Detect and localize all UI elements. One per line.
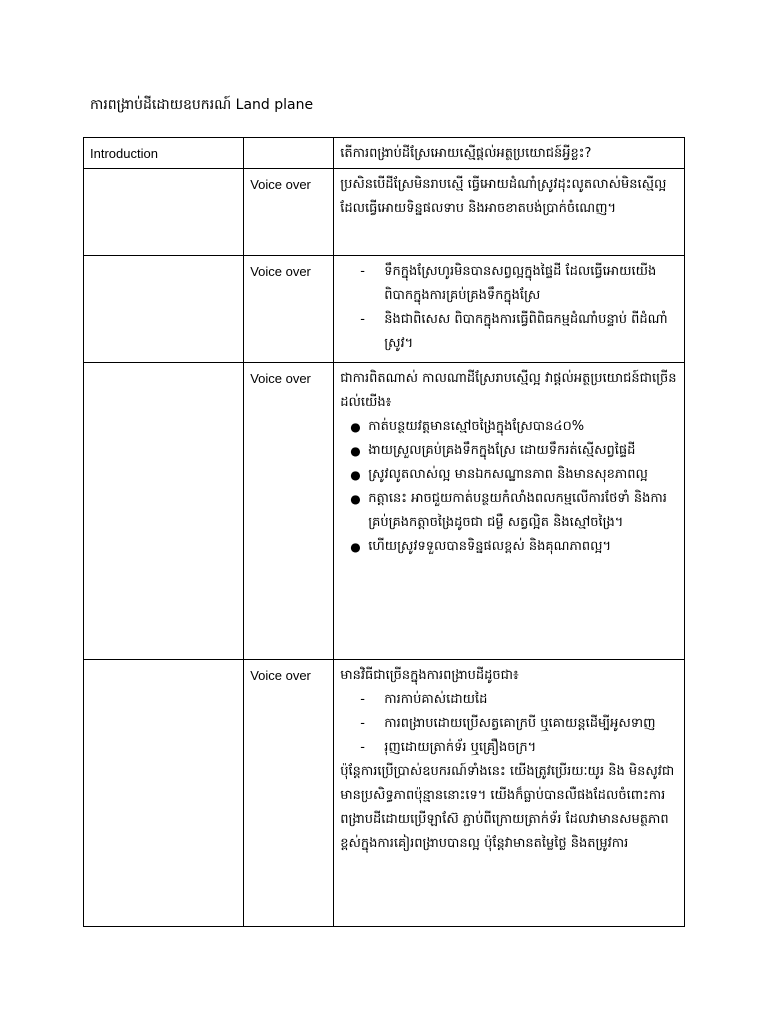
list-item-text: ស្រូវលូតលាស់ល្អ មានឯកសណ្ឋានភាព និងមានសុខភាពល្អ <box>368 467 648 482</box>
script-paragraph: ប៉ុន្តែការប្រើប្រាស់ឧបករណ៍ទាំងនេះ យើងត្រូវប្រើរយៈយូរ និង មិនសូវជាមានប្រសិទ្ធភាពប៉ុន្មាននោះទេ។ យើងក៏ធ្លាប់បានលឺផងដែលចំពោះការពង្រាបដីដោយប្រើឡាស៊ែ ភ្ជាប់ពីក្រោយត្រាក់ទ័រ ដែលវាមានសមត្ថភាពខ្ពស់ក្នុងការគៀរពង្រាបបានល្អ ប៉ុន្តែវាមានតម្លៃថ្លៃ និងតម្រូវការ <box>340 764 675 851</box>
list-item-text: ការកាប់គាស់ដោយដៃ <box>384 692 488 707</box>
bullet-marker: ● <box>350 420 361 434</box>
table-row <box>84 169 685 256</box>
script-text-cell <box>334 256 685 363</box>
dash-list <box>340 688 678 760</box>
table-row <box>84 138 685 169</box>
bullet-list <box>340 415 678 559</box>
list-item-text: កាត់បន្ថយវត្តមានស្មៅចង្រៃក្នុងស្រែបាន៤០% <box>368 419 585 434</box>
dash-marker: - <box>360 740 365 755</box>
list-item <box>340 736 678 760</box>
list-item <box>340 308 678 356</box>
table-row <box>84 363 685 660</box>
section-cell <box>84 363 244 660</box>
list-item <box>340 688 678 712</box>
script-table <box>83 137 685 927</box>
list-item-text: រុញដោយត្រាក់ទ័រ ឬគ្រឿងចក្រ។ <box>384 740 537 755</box>
list-item <box>340 535 678 559</box>
script-text-cell <box>334 363 685 660</box>
list-item-text: ទឹកក្នុងស្រែហូរមិនបានសព្វល្អក្នុងផ្ទៃដី ដែលធ្វើអោយយើងពិបាកក្នុងការគ្រប់គ្រងទឹកក្នុងស្រែ <box>384 264 657 303</box>
bullet-marker: ● <box>350 444 361 458</box>
list-item <box>340 260 678 308</box>
intro-question: តើការពង្រាប់ដីស្រែអោយស្មើផ្តល់អត្ថប្រយោជន៍អ្វីខ្លះ? <box>340 146 592 161</box>
table-row <box>84 256 685 363</box>
type-cell: Voice over <box>244 169 334 256</box>
bullet-marker: ● <box>350 468 361 482</box>
script-paragraph: ជាការពិតណាស់ កាលណាដីស្រែរាបស្មើល្អ វាផ្តល់អត្ថប្រយោជន៍ជាច្រើនដល់យើង៖ <box>340 371 677 410</box>
list-item <box>340 415 678 439</box>
section-cell <box>84 660 244 927</box>
script-text-cell <box>334 660 685 927</box>
bullet-marker: ● <box>350 540 361 554</box>
dash-marker: - <box>360 692 365 707</box>
document-title: ការពង្រាប់ដីដោយឧបករណ៍ Land plane <box>90 97 314 113</box>
script-paragraph: មានវិធីជាច្រើនក្នុងការពង្រាបដីដូចជា៖ <box>340 668 519 683</box>
dash-marker: - <box>360 264 365 279</box>
list-item-text: កត្តានេះ អាចជួយកាត់បន្ថយកំលាំងពលកម្មលើការថែទាំ និងការគ្រប់គ្រងកត្តាចង្រៃដូចជា ជម្ងឺ សត្វល្អិត និងស្មៅចង្រៃ។ <box>368 491 667 530</box>
list-item <box>340 463 678 487</box>
list-item-text: ហើយស្រូវទទួលបានទិន្នផលខ្ពស់ និងគុណភាពល្អ។ <box>368 539 612 554</box>
list-item <box>340 439 678 463</box>
list-item-text: ងាយស្រួលគ្រប់គ្រងទឹកក្នុងស្រែ ដោយទឹករត់ស្មើសព្វផ្ទៃដី <box>368 443 636 458</box>
section-cell <box>84 169 244 256</box>
list-item-text: ការពង្រាបដោយប្រើសត្វគោក្របី ឬគោយន្តដើម្បីអូសទាញ <box>384 716 656 731</box>
type-cell: Voice over <box>244 363 334 660</box>
dash-marker: - <box>360 716 365 731</box>
list-item <box>340 487 678 535</box>
type-cell <box>244 138 334 169</box>
dash-marker: - <box>360 312 365 327</box>
type-cell: Voice over <box>244 256 334 363</box>
table-row <box>84 660 685 927</box>
list-item-text: និងជាពិសេស ពិបាកក្នុងការធ្វើពិពិធកម្មដំណាំបន្ទាប់ ពីដំណាំស្រូវ។ <box>384 312 668 351</box>
section-cell <box>84 256 244 363</box>
section-cell: Introduction <box>84 138 244 169</box>
script-text-cell <box>334 169 685 256</box>
list-item <box>340 712 678 736</box>
bullet-marker: ● <box>350 492 361 506</box>
type-cell: Voice over <box>244 660 334 927</box>
script-text-cell <box>334 138 685 169</box>
script-paragraph: ប្រសិនបើដីស្រែមិនរាបស្មើ ធ្វើអោយដំណាំស្រូវដុះលូតលាស់មិនស្មើល្អ ដែលធ្វើអោយទិន្នផលទាប និងអាចខាតបង់ប្រាក់ចំណេញ។ <box>340 177 667 216</box>
dash-list <box>340 260 678 356</box>
